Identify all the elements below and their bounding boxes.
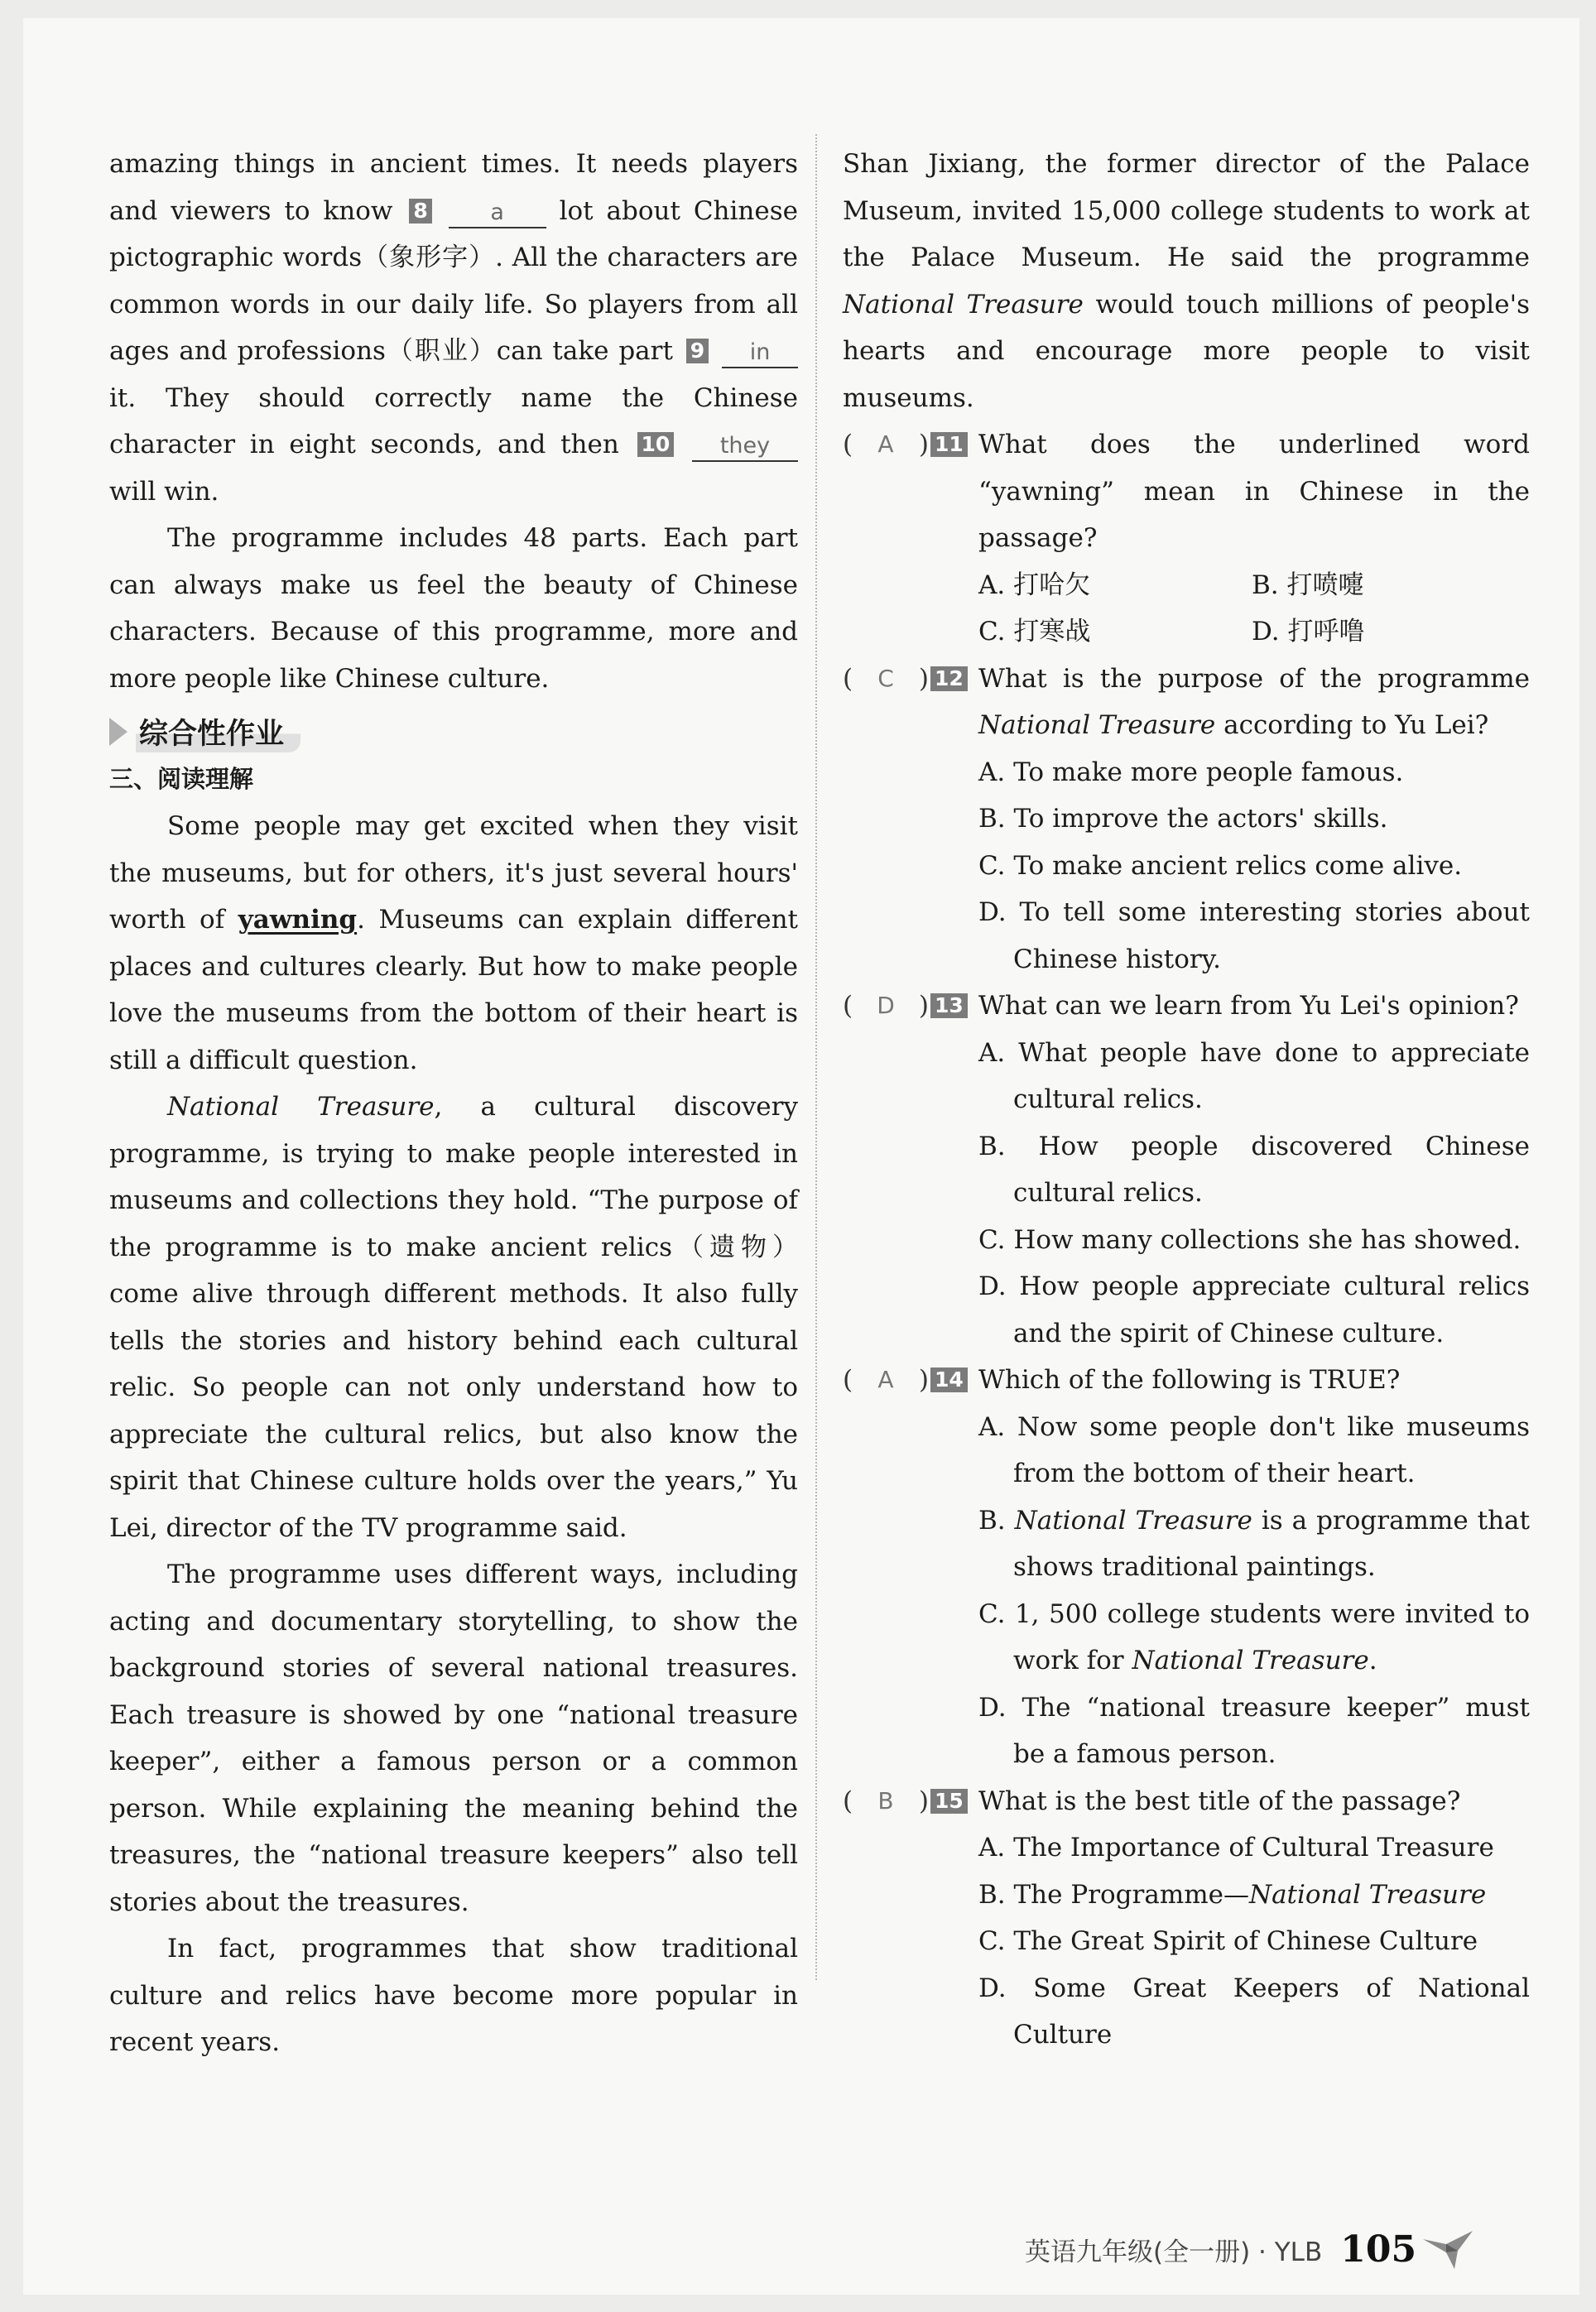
column-divider: [815, 134, 817, 1980]
answer-blank-10[interactable]: they: [692, 432, 798, 462]
question-number: 12: [930, 666, 968, 691]
answer-bracket: ( D ): [843, 983, 929, 1030]
answer-letter[interactable]: D: [877, 992, 895, 1019]
question-13: [843, 983, 1530, 1030]
question-stem: [978, 656, 1530, 749]
answer-blank-9[interactable]: in: [722, 339, 798, 368]
italic-title: National Treasure: [1014, 1505, 1252, 1536]
text: . Museums can explain different places and cultures clearly. But how to make people love the museums from the bottom of their heart is still a difficult question.: [109, 905, 798, 1075]
italic-title: National Treasure: [978, 710, 1216, 740]
page: [23, 18, 1579, 2295]
answer-bracket: ( A ): [843, 1357, 929, 1404]
options-row: [843, 608, 1530, 656]
text: it. They should correctly name the Chinese character in eight seconds, and then: [109, 382, 798, 459]
page-number: 105: [1340, 2228, 1417, 2271]
bird-logo-icon: [1421, 2228, 1474, 2271]
section-header: [109, 710, 798, 753]
left-column: [109, 141, 798, 2066]
page-footer: [1025, 2224, 1474, 2274]
text: amazing things in ancient times. It needs players and viewers to know: [109, 149, 798, 226]
option[interactable]: A. What people have done to appreciate cultural relics.: [978, 1037, 1530, 1114]
answer-letter[interactable]: C: [877, 664, 894, 692]
text: What is the purpose of the programme: [978, 663, 1530, 694]
options-row: [843, 562, 1530, 609]
question-11: [843, 421, 1530, 562]
text: B. The Programme—: [978, 1879, 1249, 1910]
text: according to Yu Lei?: [1223, 710, 1489, 740]
italic-title: National Treasure: [1248, 1879, 1487, 1910]
option[interactable]: [843, 1591, 1530, 1685]
paragraph: The programme uses different ways, including acting and documentary storytelling, to show the background stories of several national treasures. Each treasure is showed by one “national treasure keeper”, either a famous person or a common person. While explaining the meaning behind the treasures, the “national treasure keepers” also tell stories about the treasures.: [109, 1560, 798, 1917]
question-stem: What does the underlined word “yawning” mean in Chinese in the passage?: [978, 430, 1530, 553]
answer-letter[interactable]: A: [877, 1366, 894, 1393]
paragraph: The programme includes 48 parts. Each part can always make us feel the beauty of Chinese characters. Because of this programme, more and more people like Chinese culture.: [109, 523, 798, 694]
option[interactable]: B. To improve the actors' skills.: [978, 804, 1388, 834]
option[interactable]: D. The “national treasure keeper” must be a famous person.: [978, 1692, 1530, 1769]
answer-bracket: ( B ): [843, 1778, 929, 1825]
question-number-9: 9: [686, 339, 709, 363]
book-label: 英语九年级(全一册) · YLB: [1025, 2237, 1323, 2267]
option[interactable]: C. How many collections she has showed.: [978, 1224, 1521, 1255]
option[interactable]: D. To tell some interesting stories about Chinese history.: [978, 897, 1530, 974]
question-number: 11: [930, 432, 968, 457]
text: B.: [978, 1505, 1006, 1536]
answer-letter[interactable]: B: [877, 1786, 894, 1815]
paragraph: [109, 1084, 798, 1551]
italic-title: National Treasure: [167, 1092, 435, 1122]
answer-bracket: ( C ): [843, 656, 929, 703]
arrow-icon: [109, 718, 127, 746]
text: Some people may get excited when they visit the museums, but for others, it's just several hours' worth of: [109, 811, 798, 935]
italic-title: National Treasure: [1132, 1646, 1369, 1675]
subsection-title: 三、阅读理解: [109, 765, 254, 793]
option[interactable]: A. To make more people famous.: [978, 757, 1404, 787]
paragraph: In fact, programmes that show traditional culture and relics have become more popular in recent years.: [109, 1934, 798, 2057]
question-stem: What is the best title of the passage?: [978, 1786, 1461, 1816]
option[interactable]: [843, 1872, 1530, 1919]
option[interactable]: [843, 1497, 1530, 1591]
question-stem: Which of the following is TRUE?: [978, 1365, 1401, 1395]
question-number: 15: [930, 1789, 968, 1814]
option[interactable]: A. 打哈欠: [978, 570, 1091, 600]
text: .: [1368, 1646, 1377, 1675]
question-number-10: 10: [637, 432, 675, 457]
option[interactable]: A. Now some people don't like museums from the bottom of their heart.: [978, 1411, 1530, 1488]
question-14: [843, 1357, 1530, 1404]
answer-letter[interactable]: A: [877, 430, 894, 458]
option[interactable]: D. 打呼噜: [1252, 617, 1365, 646]
question-number-8: 8: [409, 199, 431, 224]
text: is a programme that shows traditional paintings.: [1013, 1505, 1530, 1582]
paragraph: [109, 803, 798, 1084]
text: will win.: [109, 476, 219, 507]
question-stem: What can we learn from Yu Lei's opinion?: [978, 991, 1519, 1021]
text: C. 1, 500 college students were invited to work for: [978, 1598, 1530, 1675]
underlined-word: yawning: [238, 905, 358, 935]
right-column: [843, 141, 1530, 2059]
option[interactable]: C. 打寒战: [978, 617, 1091, 646]
text: would touch millions of people's hearts and encourage more people to visit museums.: [843, 289, 1530, 413]
question-12: [843, 656, 1530, 749]
option[interactable]: C. The Great Spirit of Chinese Culture: [978, 1926, 1478, 1956]
option[interactable]: B. 打喷嚏: [1252, 570, 1364, 600]
italic-title: National Treasure: [843, 289, 1084, 320]
paragraph-continued: [843, 141, 1530, 421]
answer-blank-8[interactable]: a: [449, 199, 546, 228]
text: Shan Jixiang, the former director of the Palace Museum, invited 15,000 college students to work at the Palace Museum. He said the programme: [843, 149, 1530, 272]
question-number: 14: [930, 1367, 968, 1392]
text: , a cultural discovery programme, is trying to make people interested in museums and collections they hold. “The purpose of the programme is to make ancient relics（遗物）come alive through different methods. It also fully tells the stories and history behind each cultural relic. So people can not only understand how to appreciate the cultural relics, but also know the spirit that Chinese culture holds over the years,” Yu Lei, director of the TV programme said.: [109, 1092, 798, 1543]
option[interactable]: D. Some Great Keepers of National Culture: [978, 1973, 1530, 2050]
paragraph-continued: [109, 141, 798, 515]
option[interactable]: A. The Importance of Cultural Treasure: [978, 1833, 1494, 1863]
section-title: 综合性作业: [136, 711, 300, 752]
answer-bracket: ( A ): [843, 421, 929, 469]
question-number: 13: [930, 993, 968, 1018]
option[interactable]: B. How people discovered Chinese cultural relics.: [978, 1131, 1530, 1208]
option[interactable]: C. To make ancient relics come alive.: [978, 850, 1463, 881]
question-15: [843, 1778, 1530, 1825]
text: lot about Chinese pictographic words（象形字）. All the characters are common words in our daily life. So players from all ages and professions（职业）can take part: [109, 195, 798, 366]
option[interactable]: D. How people appreciate cultural relics and the spirit of Chinese culture.: [978, 1271, 1530, 1348]
